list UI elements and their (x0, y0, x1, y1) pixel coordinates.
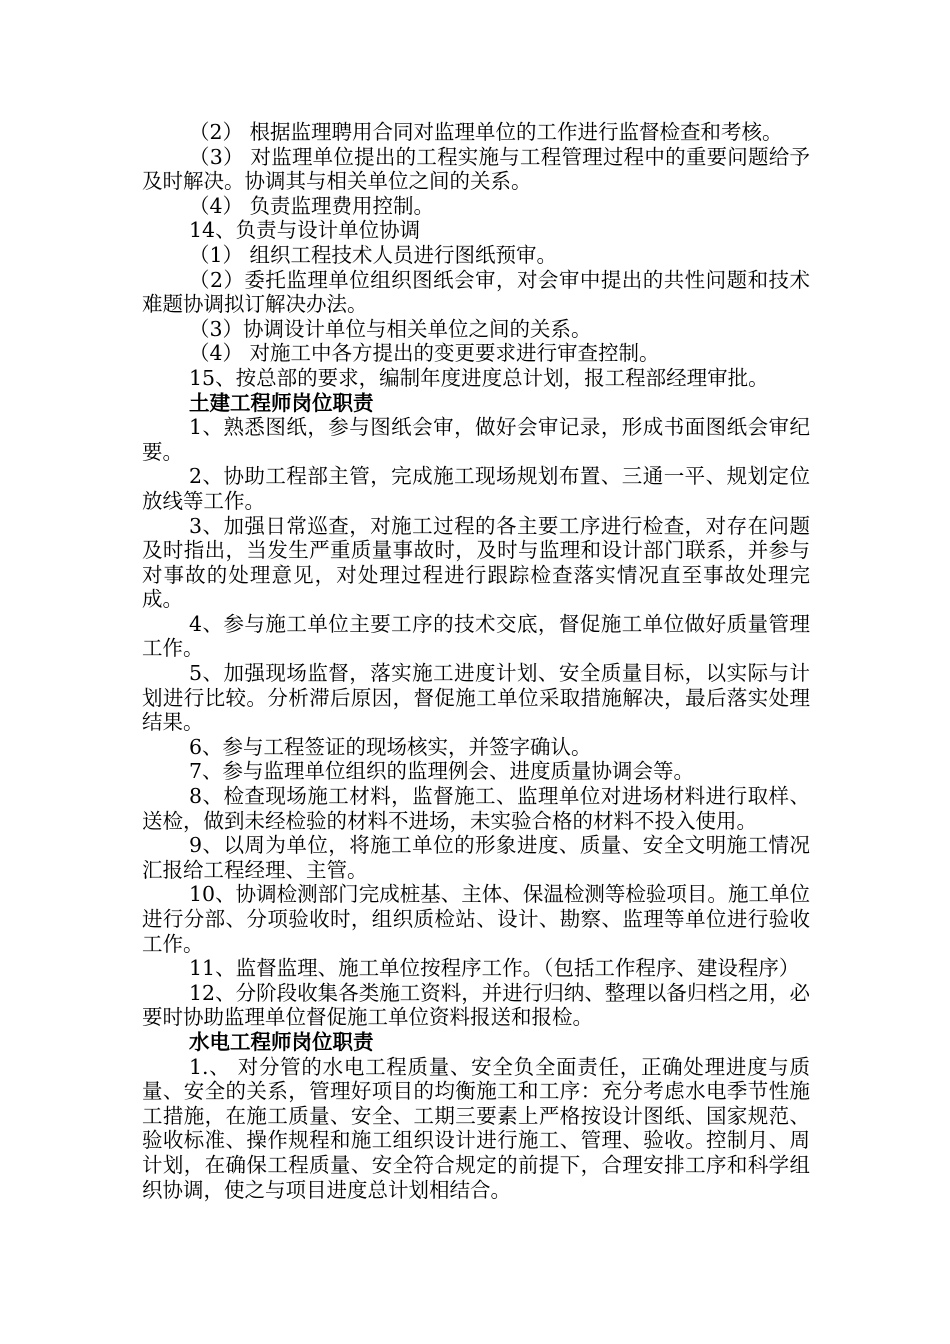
document-body (142, 120, 810, 1202)
paragraph: （4） 负责监理费用控制。 (189, 193, 435, 218)
paragraph: 12、分阶段收集各类施工资料，并进行归纳、整理以备归档之用，必要时协助监理单位督促施工单位资料报送和报检。 (142, 980, 810, 1030)
paragraph: 1.、 对分管的水电工程质量、安全负全面责任，正确处理进度与质量、安全的关系，管理好项目的均衡施工和工序：充分考虑水电季节性施工措施，在施工质量、安全、工期三要素上严格按设计图纸、国家规范、验收标准、操作规程和施工组织设计进行施工、管理、验收。控制月、周计划，在确保工程质量、安全符合规定的前提下，合理安排工序和科学组织协调，使之与项目进度总计划相结合。 (142, 1054, 810, 1202)
paragraph: （2） 根据监理聘用合同对监理单位的工作进行监督检查和考核。 (189, 120, 783, 144)
paragraph: 8、检查现场施工材料，监督施工、监理单位对进场材料进行取样、送检，做到未经检验的材料不进场，未实验合格的材料不投入使用。 (142, 784, 810, 833)
paragraph: 10、协调检测部门完成桩基、主体、保温检测等检验项目。施工单位进行分部、分项验收时，组织质检站、设计、勘察、监理等单位进行验收工作。 (142, 882, 810, 956)
paragraph: （3）协调设计单位与相关单位之间的关系。 (189, 316, 592, 341)
paragraph: 15、按总部的要求，编制年度进度总计划，报工程部经理审批。 (189, 365, 769, 390)
paragraph: 14、负责与设计单位协调 (189, 218, 421, 243)
paragraph: （2）委托监理单位组织图纸会审，对会审中提出的共性问题和技术难题协调拟订解决办法。 (142, 267, 810, 317)
paragraph: 5、加强现场监督，落实施工进度计划、安全质量目标，以实际与计划进行比较。分析滞后原因，督促施工单位采取措施解决，最后落实处理结果。 (142, 661, 810, 735)
section-heading: 土建工程师岗位职责 (189, 390, 374, 415)
paragraph: 9、以周为单位，将施工单位的形象进度、质量、安全文明施工情况汇报给工程经理、主管。 (142, 833, 810, 882)
paragraph: 11、监督监理、施工单位按程序工作。（包括工作程序、建设程序） (189, 956, 800, 981)
paragraph: 1、熟悉图纸，参与图纸会审，做好会审记录，形成书面图纸会审纪要。 (142, 415, 810, 464)
paragraph: 7、参与监理单位组织的监理例会、进度质量协调会等。 (189, 759, 695, 784)
paragraph: （3） 对监理单位提出的工程实施与工程管理过程中的重要问题给予及时解决。协调其与相关单位之间的关系。 (142, 144, 810, 194)
section-heading: 水电工程师岗位职责 (189, 1029, 374, 1054)
paragraph: 2、协助工程部主管，完成施工现场规划布置、三通一平、规划定位放线等工作。 (142, 464, 810, 513)
paragraph: （1） 组织工程技术人员进行图纸预审。 (189, 242, 558, 267)
paragraph: 6、参与工程签证的现场核实，并签字确认。 (189, 734, 592, 759)
paragraph: 3、加强日常巡查，对施工过程的各主要工序进行检查，对存在问题及时指出，当发生严重质量事故时，及时与监理和设计部门联系，并参与对事故的处理意见，对处理过程进行跟踪检查落实情况直至事故处理完成。 (142, 513, 810, 612)
paragraph: （4） 对施工中各方提出的变更要求进行审查控制。 (189, 341, 660, 366)
paragraph: 4、参与施工单位主要工序的技术交底，督促施工单位做好质量管理工作。 (142, 611, 810, 661)
